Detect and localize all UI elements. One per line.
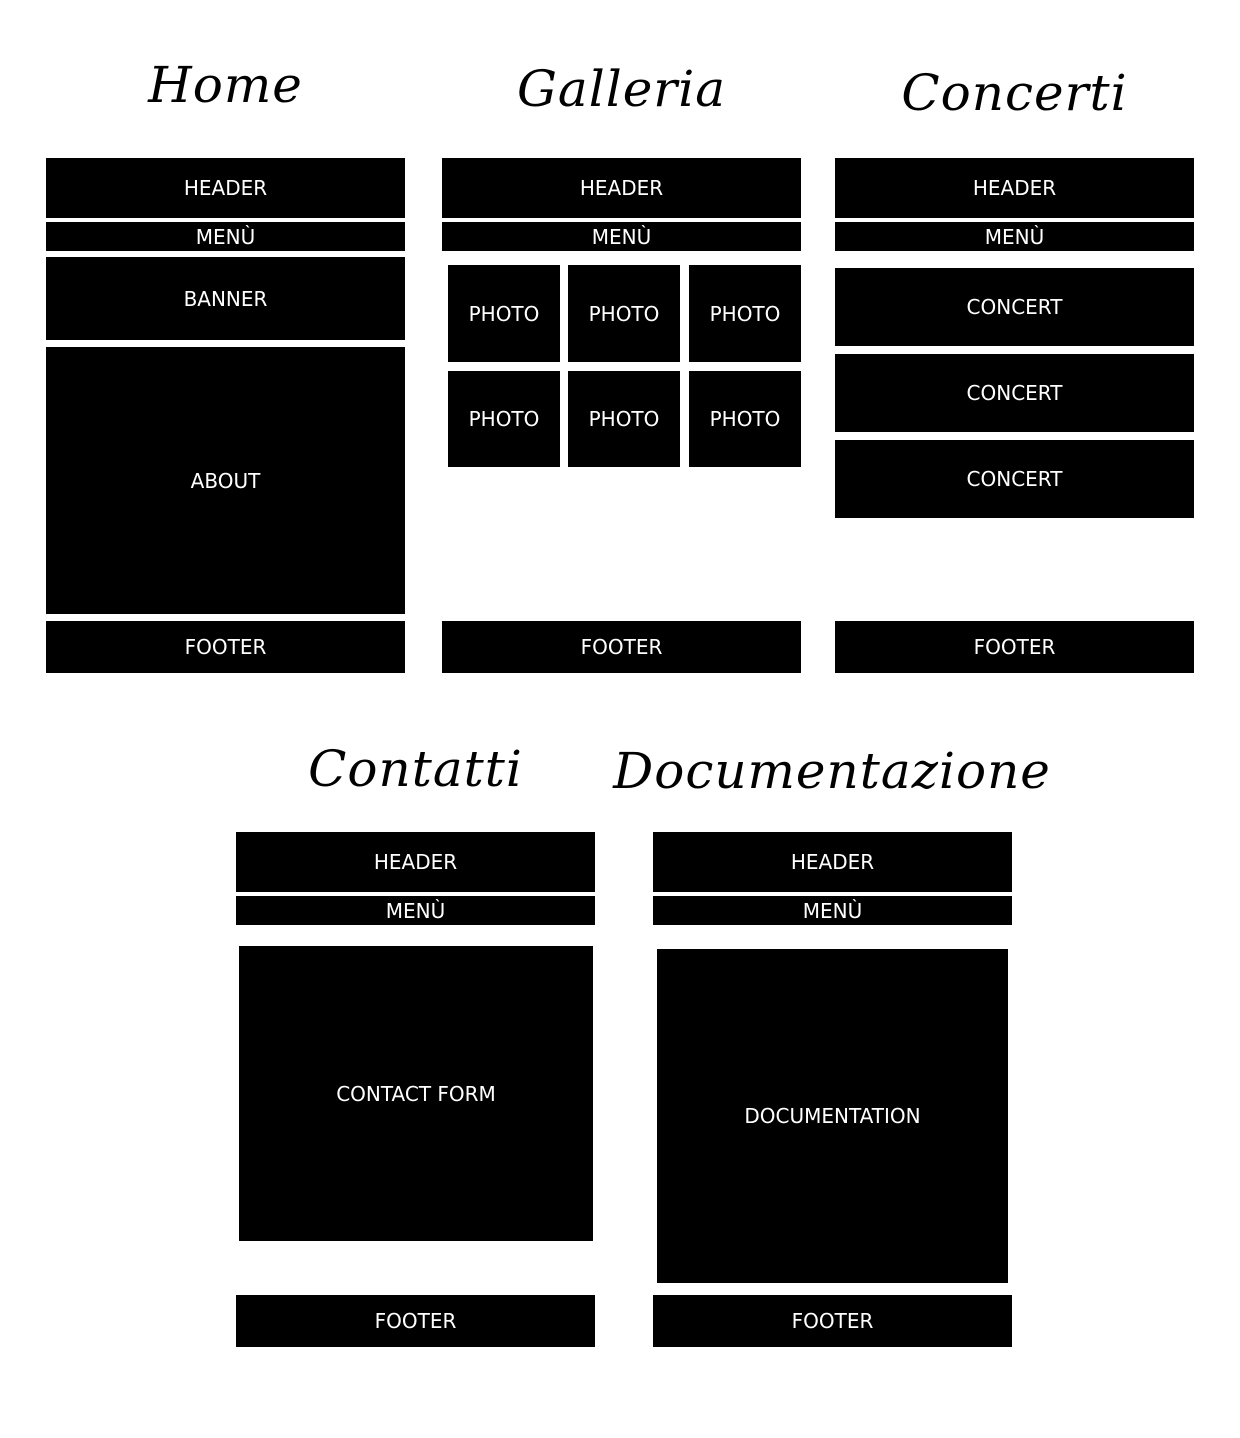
- documentazione-title: Documentazione: [613, 742, 1051, 800]
- galleria-title: Galleria: [516, 60, 727, 118]
- contatti-header: HEADER: [236, 832, 595, 892]
- home-banner: BANNER: [46, 257, 405, 340]
- galleria-photo-2: PHOTO: [568, 265, 680, 362]
- contatti-footer: FOOTER: [236, 1295, 595, 1347]
- home-title: Home: [148, 56, 303, 114]
- contatti-title: Contatti: [308, 740, 523, 798]
- galleria-footer: FOOTER: [442, 621, 801, 673]
- galleria-photo-6: PHOTO: [689, 371, 801, 467]
- home-footer: FOOTER: [46, 621, 405, 673]
- concerti-menu: MENÙ: [835, 222, 1194, 251]
- home-menu: MENÙ: [46, 222, 405, 251]
- contatti-menu: MENÙ: [236, 896, 595, 925]
- concert-item-3: CONCERT: [835, 440, 1194, 518]
- galleria-photo-4: PHOTO: [448, 371, 560, 467]
- concert-item-1: CONCERT: [835, 268, 1194, 346]
- concerti-footer: FOOTER: [835, 621, 1194, 673]
- documentazione-header: HEADER: [653, 832, 1012, 892]
- concerti-title: Concerti: [901, 64, 1128, 122]
- documentazione-menu: MENÙ: [653, 896, 1012, 925]
- contact-form: CONTACT FORM: [239, 946, 593, 1241]
- documentazione-footer: FOOTER: [653, 1295, 1012, 1347]
- concert-item-2: CONCERT: [835, 354, 1194, 432]
- documentation-content: DOCUMENTATION: [657, 949, 1008, 1283]
- galleria-menu: MENÙ: [442, 222, 801, 251]
- galleria-photo-5: PHOTO: [568, 371, 680, 467]
- concerti-header: HEADER: [835, 158, 1194, 218]
- home-about: ABOUT: [46, 347, 405, 614]
- home-header: HEADER: [46, 158, 405, 218]
- galleria-photo-3: PHOTO: [689, 265, 801, 362]
- galleria-photo-1: PHOTO: [448, 265, 560, 362]
- galleria-header: HEADER: [442, 158, 801, 218]
